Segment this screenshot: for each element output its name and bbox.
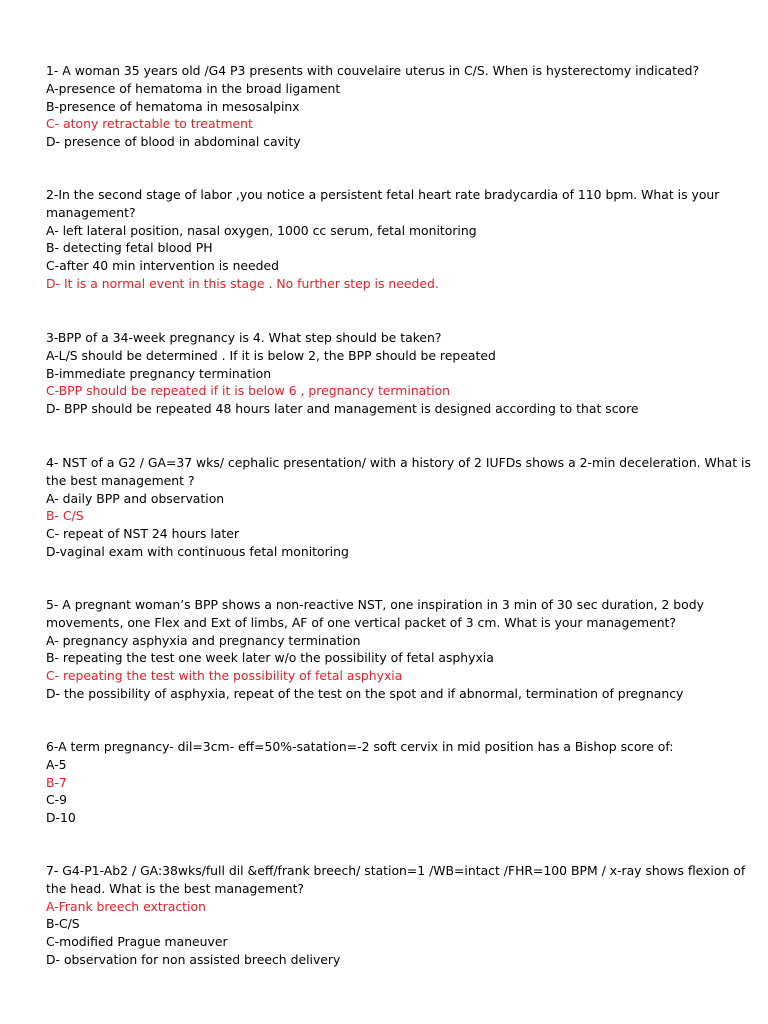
question-stem: 4- NST of a G2 / GA=37 wks/ cephalic presentation/ with a history of 2 IUFDs shows a 2-min deceleration. What is the best management ? (46, 455, 751, 488)
option-c-answer: C- repeating the test with the possibility of fetal asphyxia (46, 668, 403, 684)
option-a: A-L/S should be determined . If it is below 2, the BPP should be repeated (46, 347, 496, 363)
option-b: B-presence of hematoma in mesosalpinx (46, 98, 300, 114)
question-1 (46, 62, 699, 151)
question-4 (46, 454, 756, 561)
option-b-answer: B-7 (46, 774, 67, 790)
option-c-answer: C-BPP should be repeated if it is below 6 , pregnancy termination (46, 383, 451, 399)
option-d: D- BPP should be repeated 48 hours later and management is designed according to that score (46, 401, 639, 417)
option-c-answer: C- atony retractable to treatment (46, 116, 253, 132)
question-2 (46, 186, 756, 293)
option-a-answer: A-Frank breech extraction (46, 898, 206, 914)
question-stem: 1- A woman 35 years old /G4 P3 presents with couvelaire uterus in C/S. When is hysterectomy indicated? (46, 63, 700, 78)
option-b: B- repeating the test one week later w/o the possibility of fetal asphyxia (46, 650, 494, 666)
option-c: C-after 40 min intervention is needed (46, 258, 280, 274)
option-d: D-vaginal exam with continuous fetal monitoring (46, 543, 349, 559)
option-a: A- daily BPP and observation (46, 490, 225, 506)
option-d: D- presence of blood in abdominal cavity (46, 134, 301, 150)
question-stem: 5- A pregnant woman’s BPP shows a non-reactive NST, one inspiration in 3 min of 30 sec duration, 2 body movements, one Flex and Ext of limbs, AF of one vertical packet of 3 cm. What is your management? (46, 597, 704, 630)
option-c: C-modified Prague maneuver (46, 934, 228, 950)
option-b: B-immediate pregnancy termination (46, 365, 272, 381)
option-d: D-10 (46, 810, 76, 826)
option-d-answer: D- It is a normal event in this stage . No further step is needed. (46, 275, 439, 291)
option-b: B- detecting fetal blood PH (46, 240, 213, 256)
question-stem: 3-BPP of a 34-week pregnancy is 4. What step should be taken? (46, 330, 442, 345)
option-c: C-9 (46, 792, 68, 808)
option-d: D- observation for non assisted breech delivery (46, 951, 341, 967)
option-a: A-5 (46, 756, 67, 772)
option-b-answer: B- C/S (46, 508, 84, 524)
question-7 (46, 862, 756, 969)
option-a: A- left lateral position, nasal oxygen, 1000 cc serum, fetal monitoring (46, 222, 477, 238)
option-c: C- repeat of NST 24 hours later (46, 526, 239, 542)
question-5 (46, 596, 756, 703)
question-3 (46, 329, 639, 418)
question-6 (46, 738, 673, 827)
question-stem: 7- G4-P1-Ab2 / GA:38wks/full dil &eff/frank breech/ station=1 /WB=intact /FHR=100 BPM / x-ray shows flexion of the head. What is the best management? (46, 863, 746, 896)
option-a: A-presence of hematoma in the broad ligament (46, 80, 341, 96)
option-a: A- pregnancy asphyxia and pregnancy termination (46, 632, 361, 648)
option-b: B-C/S (46, 916, 80, 932)
question-stem: 6-A term pregnancy- dil=3cm- eff=50%-satation=-2 soft cervix in mid position has a Bishop score of: (46, 739, 674, 754)
question-stem: 2-In the second stage of labor ,you notice a persistent fetal heart rate bradycardia of 110 bpm. What is your management? (46, 187, 720, 220)
option-d: D- the possibility of asphyxia, repeat of the test on the spot and if abnormal, termination of pregnancy (46, 685, 684, 701)
